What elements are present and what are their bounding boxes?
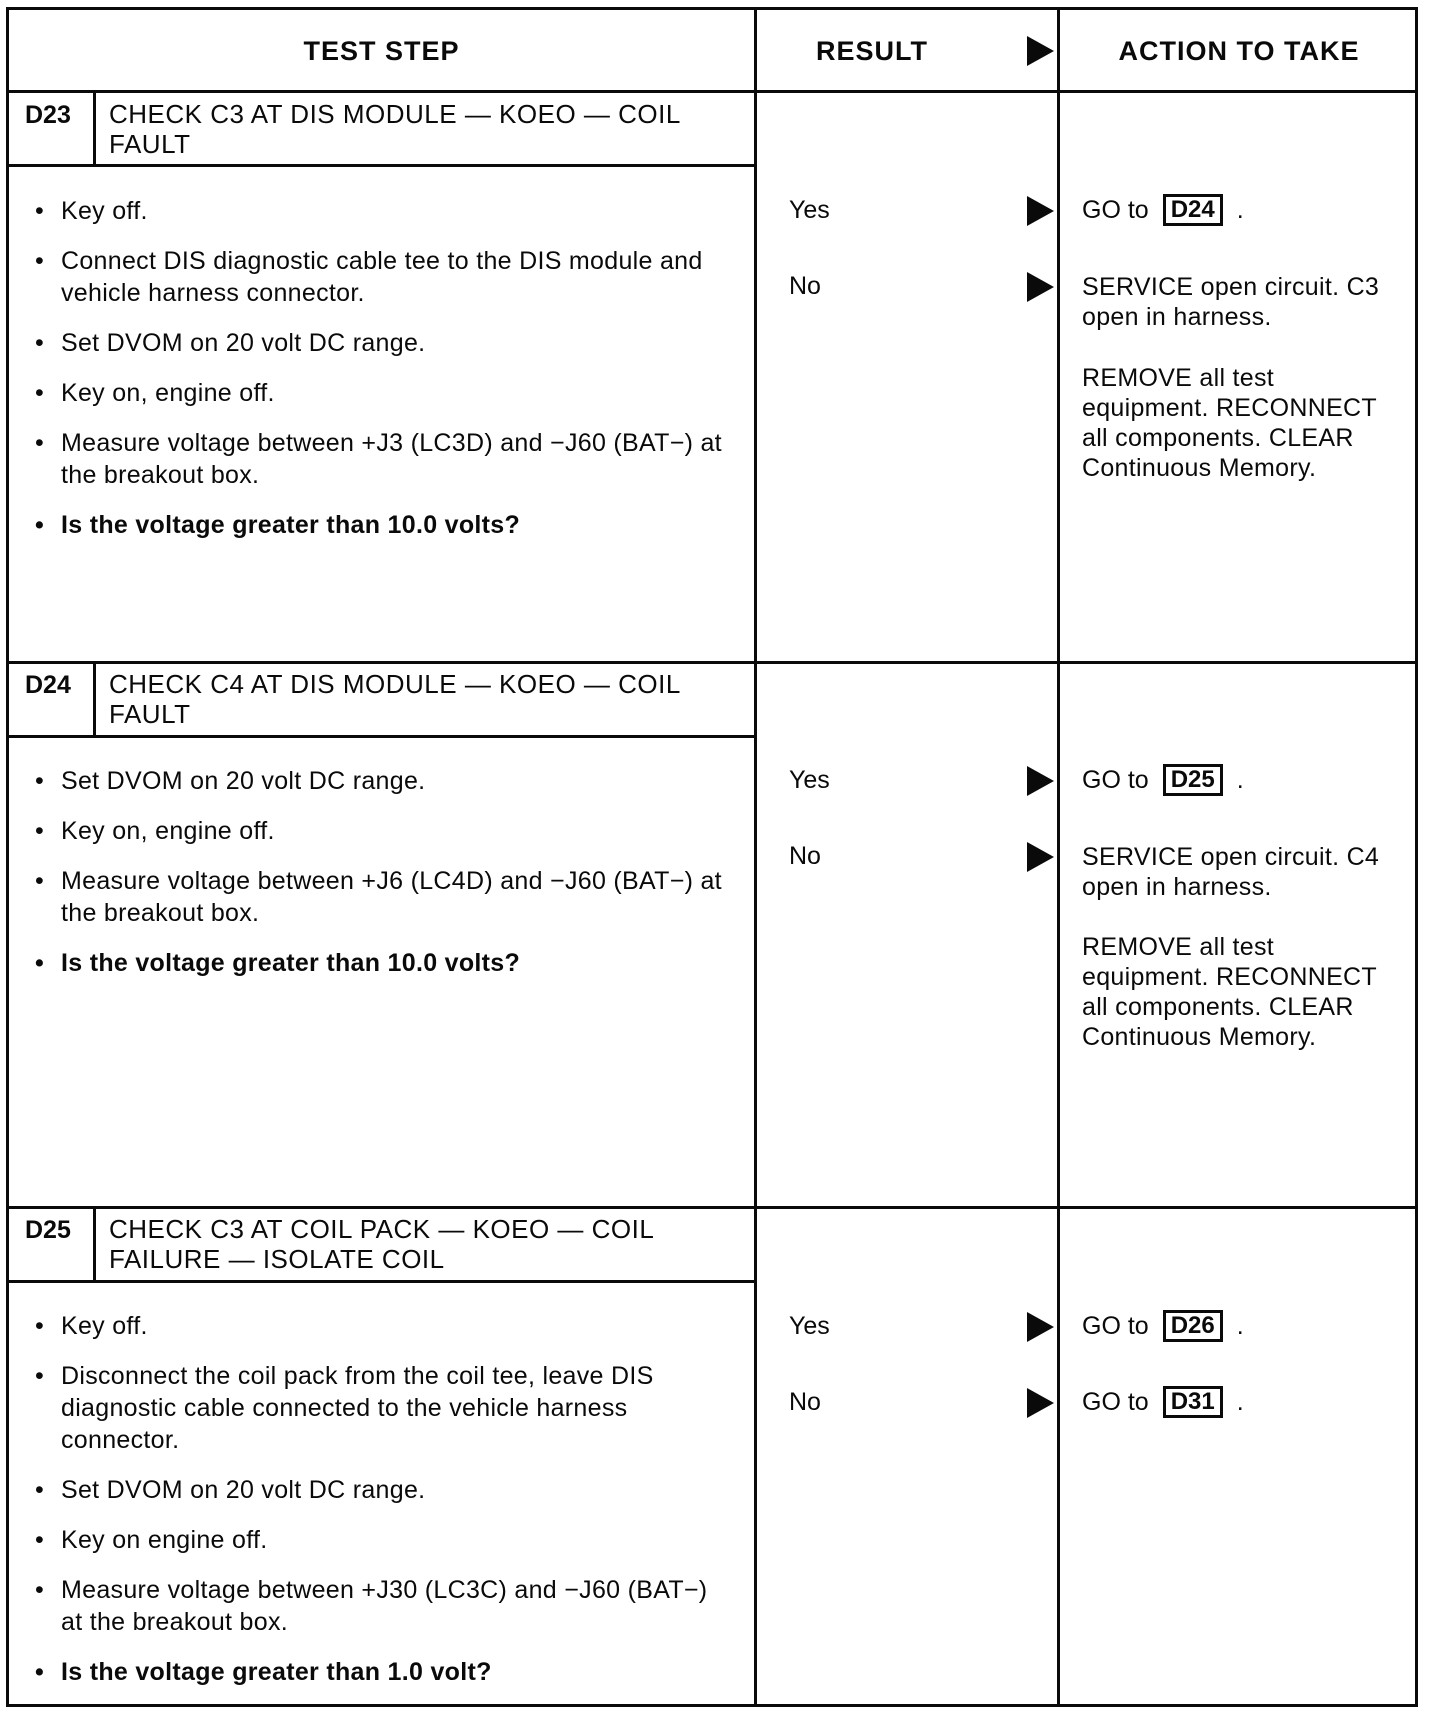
step-id: D23 [25,101,71,129]
procedure-question: • Is the voltage greater than 10.0 volts? [31,509,731,541]
step-id-divider [93,664,96,735]
result-yes: Yes [789,766,830,794]
step-title: CHECK C3 AT COIL PACK — KOEO — COIL FAILURE — ISOLATE COIL [109,1214,654,1274]
action-yes: GO to D26 . [1082,1310,1244,1342]
action-no: SERVICE open circuit. C4 open in harness. [1082,843,1380,901]
arrow-icon [1027,1388,1054,1418]
arrow-icon [1027,842,1054,872]
arrow-icon [1027,196,1054,226]
step-id-divider [93,93,96,164]
header-action: ACTION TO TAKE [1118,35,1360,66]
step-title: CHECK C3 AT DIS MODULE — KOEO — COIL FAULT [109,99,680,159]
action-no-cleanup: REMOVE all test equipment. RECONNECT all components. CLEAR Continuous Memory. [1082,933,1377,1051]
goto-step-link[interactable]: D31 [1163,1386,1223,1418]
result-no: No [789,1388,821,1416]
procedure-item: • Key on engine off. [31,1524,731,1556]
procedure-question: • Is the voltage greater than 10.0 volts? [31,947,731,979]
procedure-item: • Measure voltage between +J6 (LC4D) and −J60 (BAT−) at the breakout box. [31,865,731,929]
goto-label: GO to [1082,765,1149,794]
procedure-item: • Key on, engine off. [31,377,731,409]
procedure-item: • Key off. [31,1310,731,1342]
procedure-list [31,1310,731,1706]
action-no: SERVICE open circuit. C3 open in harness. [1082,273,1380,331]
column-divider [754,10,757,1704]
result-yes: Yes [789,1312,830,1340]
step-title: CHECK C4 AT DIS MODULE — KOEO — COIL FAULT [109,669,680,729]
procedure-item: • Set DVOM on 20 volt DC range. [31,1474,731,1506]
header-result: RESULT [816,35,928,66]
action-no: GO to D31 . [1082,1386,1244,1418]
action-no-cleanup: REMOVE all test equipment. RECONNECT all components. CLEAR Continuous Memory. [1082,364,1377,482]
procedure-question: • Is the voltage greater than 1.0 volt? [31,1656,731,1688]
goto-label: GO to [1082,1387,1149,1416]
diagnostic-table [6,7,1418,1707]
procedure-item: • Key off. [31,195,731,227]
procedure-item: • Set DVOM on 20 volt DC range. [31,765,731,797]
procedure-item: • Key on, engine off. [31,815,731,847]
goto-step-link[interactable]: D25 [1163,764,1223,796]
goto-step-link[interactable]: D24 [1163,194,1223,226]
column-divider [1057,10,1060,1704]
procedure-item: • Disconnect the coil pack from the coil tee, leave DIS diagnostic cable connected to the vehicle harness connector. [31,1360,731,1456]
arrow-icon [1027,272,1054,302]
goto-step-link[interactable]: D26 [1163,1310,1223,1342]
action-yes: GO to D25 . [1082,764,1244,796]
arrow-icon [1027,1312,1054,1342]
procedure-item: • Set DVOM on 20 volt DC range. [31,327,731,359]
procedure-item: • Measure voltage between +J3 (LC3D) and −J60 (BAT−) at the breakout box. [31,427,731,491]
arrow-icon [1027,766,1054,796]
header-test-step: TEST STEP [303,35,460,66]
goto-label: GO to [1082,1311,1149,1340]
step-id: D25 [25,1216,71,1244]
goto-label: GO to [1082,195,1149,224]
step-id: D24 [25,671,71,699]
result-no: No [789,842,821,870]
procedure-item: • Connect DIS diagnostic cable tee to the DIS module and vehicle harness connector. [31,245,731,309]
procedure-item: • Measure voltage between +J30 (LC3C) and −J60 (BAT−) at the breakout box. [31,1574,731,1638]
procedure-list [31,765,731,997]
step-id-divider [93,1209,96,1280]
result-no: No [789,272,821,300]
procedure-list [31,195,731,559]
action-yes: GO to D24 . [1082,194,1244,226]
arrow-icon [1027,36,1054,66]
result-yes: Yes [789,196,830,224]
